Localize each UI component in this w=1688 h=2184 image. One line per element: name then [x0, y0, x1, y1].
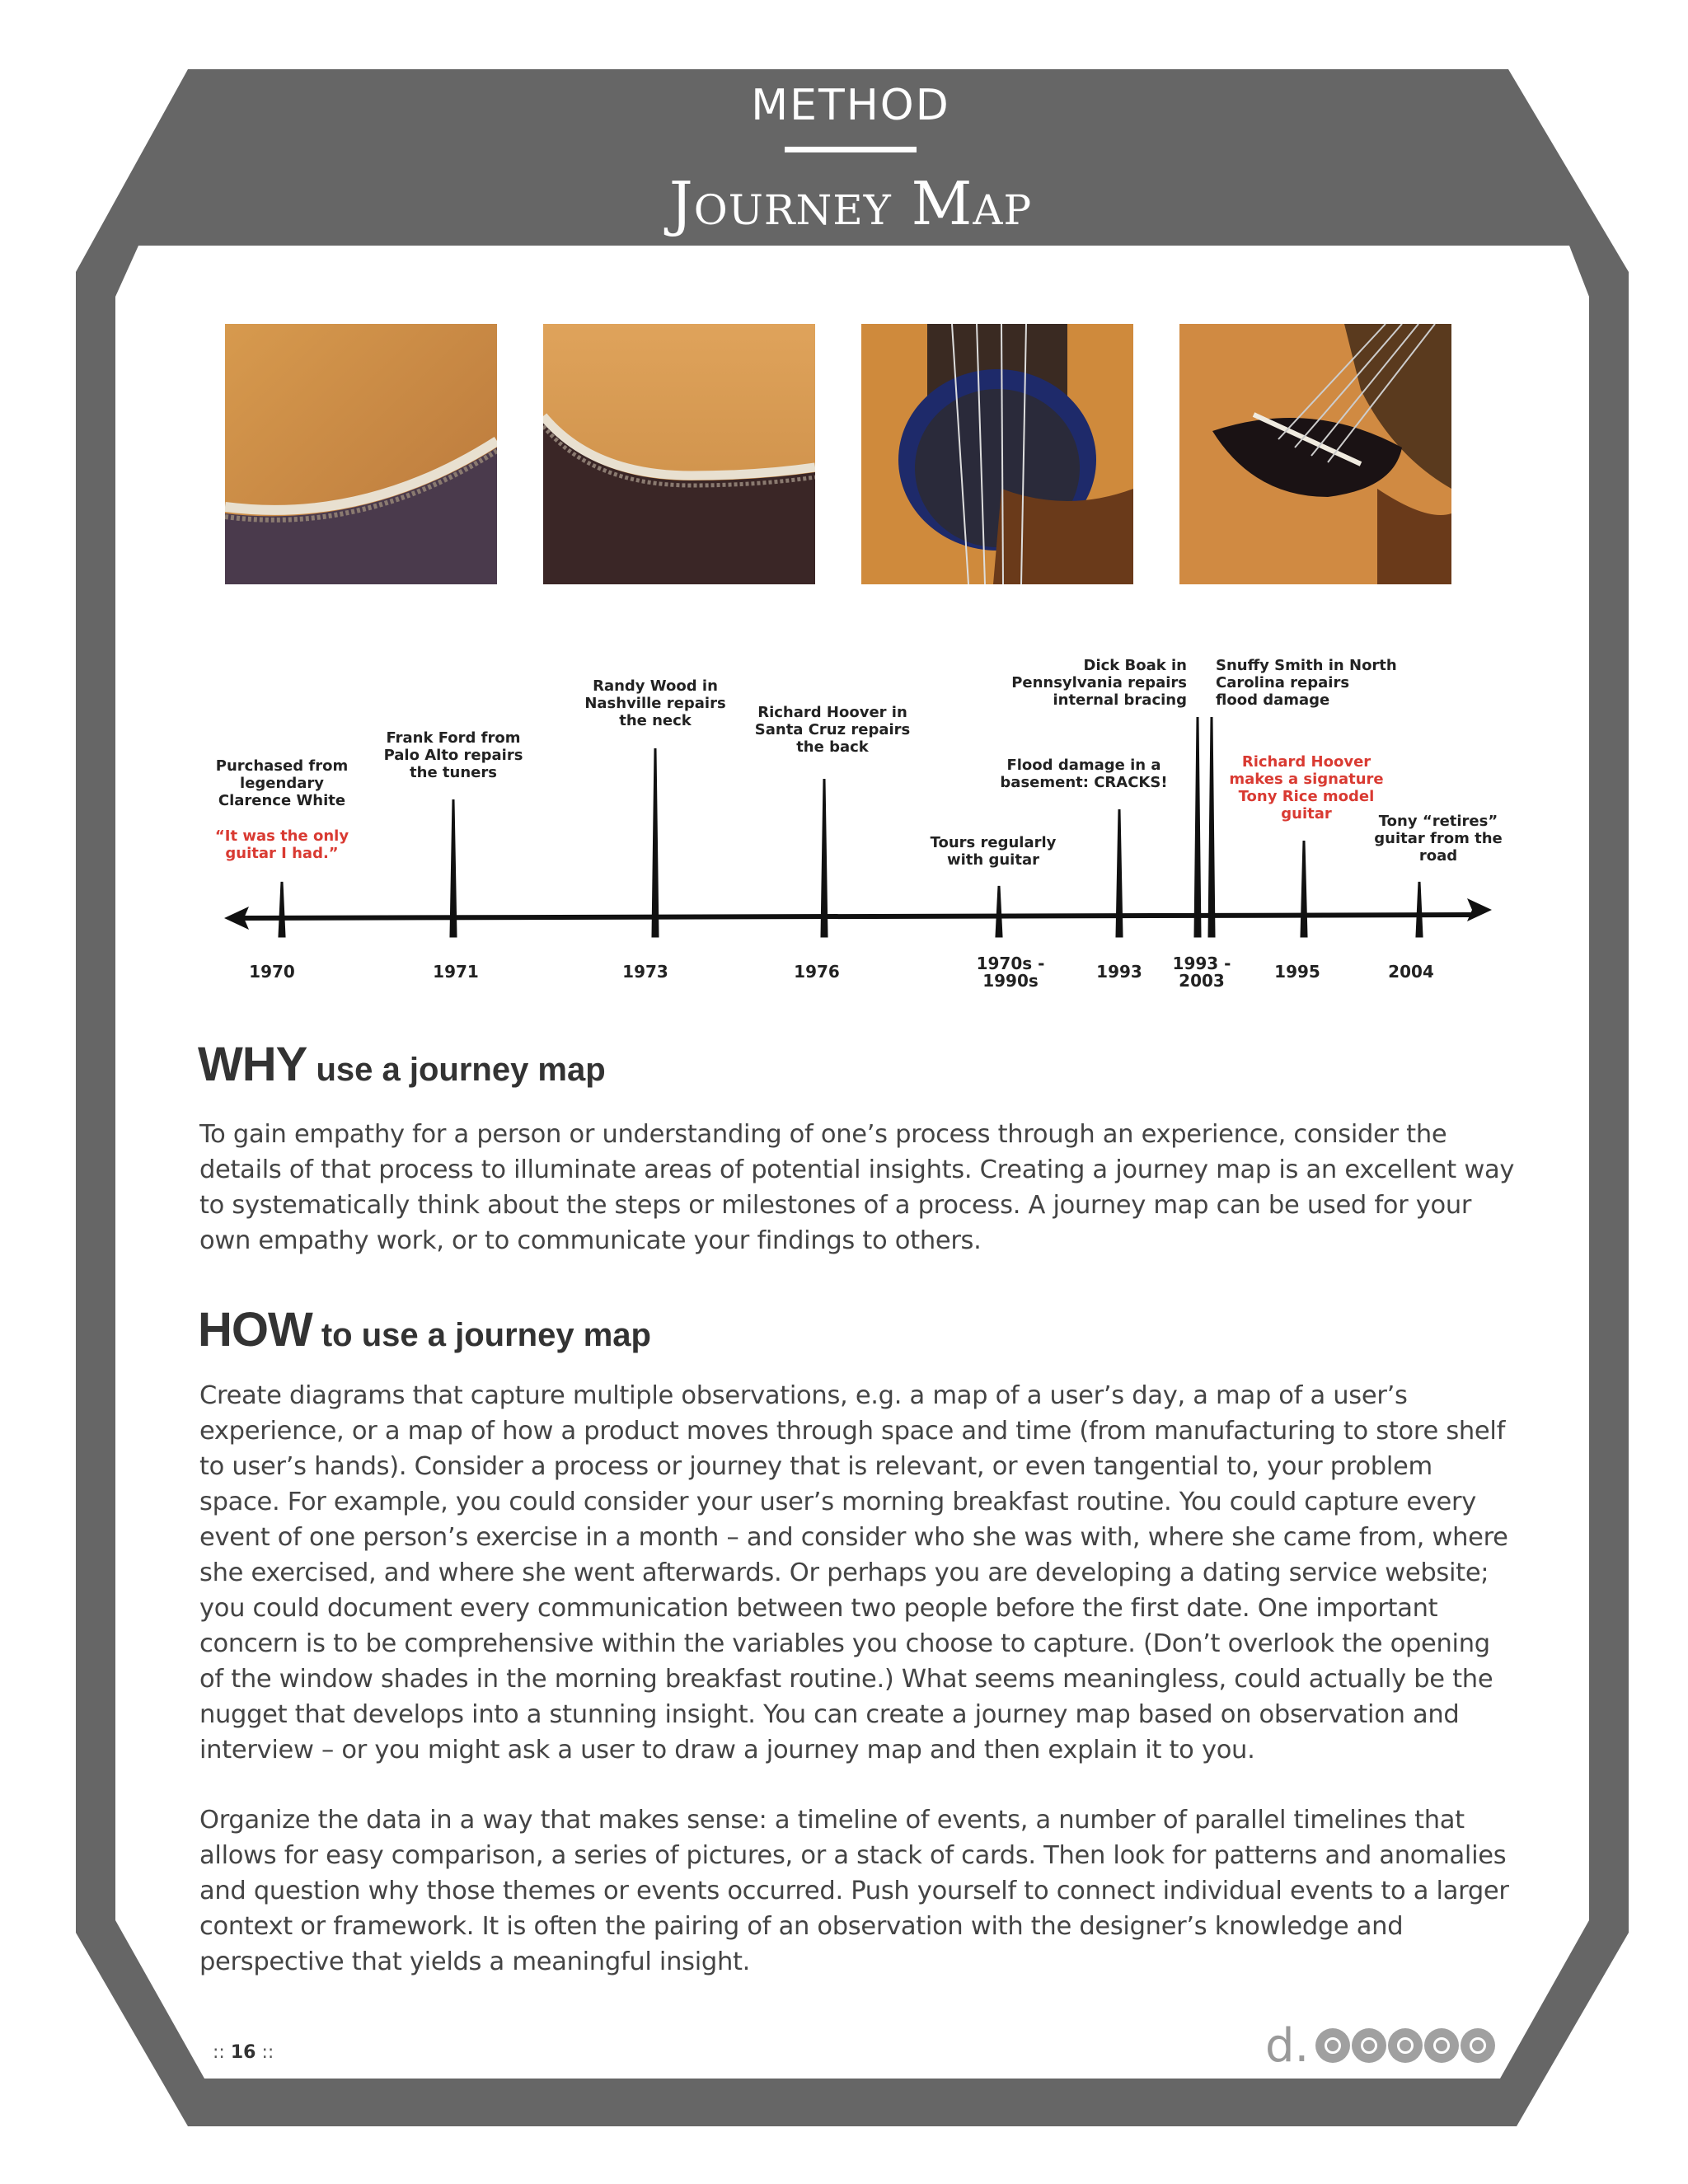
timeline-event-label: Purchased from	[215, 757, 349, 775]
how-heading-keyword: HOW	[198, 1303, 312, 1357]
timeline-event-label: Palo Alto repairs	[383, 747, 523, 764]
timeline-event-label-highlight: Richard Hoover	[1241, 753, 1372, 771]
timeline-event-label: the back	[796, 738, 869, 756]
why-body: To gain empathy for a person or understanding of one’s process through an experience, consider the details of that process to illuminate areas of potential insights. Creating a journey map is an excellent way to systematically think about the steps or milestones of a process. A journey map can be used for your own empathy work, or to communicate your findings to others.	[199, 1120, 1515, 1255]
timeline-year-label: 1990s	[982, 971, 1039, 991]
logo-text: d.	[1265, 2018, 1310, 2073]
timeline-event-label: Tony “retires”	[1378, 813, 1498, 830]
timeline-event-label: Santa Cruz repairs	[754, 721, 911, 738]
why-heading-rest: use a journey map	[307, 1052, 606, 1088]
timeline-event-label: with guitar	[947, 851, 1039, 869]
timeline-event-quote: guitar I had.”	[225, 845, 339, 862]
timeline-event-label: basement: CRACKS!	[1000, 774, 1168, 791]
timeline-event-label: Clarence White	[218, 792, 346, 809]
dschool-logo	[1265, 2018, 1495, 2073]
timeline-tick	[451, 799, 456, 936]
page-title: Journey Map	[668, 169, 1033, 238]
timeline-tick	[1209, 717, 1214, 936]
page-number-suffix: ::	[256, 2042, 274, 2063]
timeline-event-label: Frank Ford from	[386, 729, 521, 747]
timeline-tick	[1301, 841, 1306, 936]
photo-guitar-bridge	[1179, 324, 1451, 584]
page-number-value: 16	[230, 2042, 256, 2063]
page-number-prefix: ::	[213, 2042, 231, 2063]
timeline-year-label: 1993	[1096, 962, 1142, 982]
timeline-event-label: Pennsylvania repairs	[1011, 674, 1187, 691]
section-label: METHOD	[751, 81, 950, 130]
timeline-event-label: road	[1418, 847, 1458, 865]
page-header	[0, 81, 1688, 238]
timeline-tick	[996, 886, 1001, 936]
timeline-year-label: 1976	[794, 962, 840, 982]
timeline-tick	[1195, 717, 1200, 936]
photo-guitar-body-edge	[543, 324, 815, 584]
timeline-tick	[1417, 882, 1422, 936]
timeline-event-quote: “It was the only	[214, 827, 349, 845]
timeline-event-label: Carolina repairs	[1216, 674, 1350, 691]
timeline-event-label: Dick Boak in	[1083, 657, 1187, 674]
timeline-event-label: Snuffy Smith in North	[1216, 657, 1397, 674]
why-heading	[198, 1037, 606, 1092]
how-heading-rest: to use a journey map	[312, 1317, 651, 1353]
timeline-event-label: legendary	[240, 775, 324, 792]
how-body-1: Create diagrams that capture multiple observations, e.g. a map of a user’s day, a map of a user’s experience, or a map of how a product moves through space and time (from manufacturing to store shelf to user’s hands). Consider a process or journey that is relevant, or even tangential to, your problem space. For example, you could consider your user’s morning breakfast routine. You could capture every event of one person’s exercise in a month – and consider who she was with, where she came from, where she exercised, and where she went afterwards. Or perhaps you are developing a dating service website; you could document every communication between two people before the first date. One important concern is to be comprehensive within the variables you choose to capture. (Don’t overlook the opening of the window shades in the morning breakfast routine.) What seems meaningless, could actually be the nugget that develops into a stunning insight. You can create a journey map based on observation and interview – or you might ask a user to draw a journey map and then explain it to you.	[199, 1381, 1508, 1765]
timeline-arrow-right	[1467, 898, 1492, 921]
gear-icon	[1352, 2028, 1386, 2063]
timeline-year-label: 1971	[433, 962, 479, 982]
header-divider	[785, 147, 917, 152]
timeline-event-label: Richard Hoover in	[757, 704, 907, 721]
photo-guitar-soundhole	[861, 324, 1133, 584]
timeline-event-label-highlight: Tony Rice model	[1238, 788, 1375, 805]
timeline-year-label: 1970	[249, 962, 295, 982]
flower-icon	[1315, 2028, 1350, 2063]
timeline-year-label: 1995	[1274, 962, 1320, 982]
how-body-2: Organize the data in a way that makes sense: a timeline of events, a number of parallel timelines that allows for easy comparison, a series of pictures, or a stack of cards. Then look for patterns and anomalies and question why those themes or events occurred. Push yourself to connect individual events to a larger context or framework. It is often the pairing of an observation with the designer’s knowledge and perspective that yields a meaningful insight.	[199, 1806, 1509, 1976]
timeline-tick	[653, 748, 658, 936]
timeline-axis	[239, 915, 1475, 918]
timeline-event-label: the neck	[619, 712, 692, 729]
journey-timeline	[214, 635, 1517, 1014]
timeline-event-label: Nashville repairs	[584, 695, 726, 712]
timeline-event-label: Flood damage in a	[1006, 757, 1161, 774]
target-icon	[1388, 2028, 1423, 2063]
timeline-event-label: flood damage	[1216, 691, 1330, 709]
timeline-event-label: guitar from the	[1374, 830, 1503, 847]
timeline-tick	[1117, 809, 1122, 936]
timeline-year-label: 1970s -	[976, 954, 1045, 973]
timeline-event-label: Tours regularly	[930, 834, 1057, 851]
why-heading-keyword: WHY	[198, 1038, 307, 1091]
timeline-year-label: 2004	[1388, 962, 1434, 982]
timeline-event-label-highlight: guitar	[1281, 805, 1332, 823]
timeline-year-label: 1993 -	[1172, 954, 1231, 973]
how-heading	[198, 1302, 651, 1357]
timeline-event-label-highlight: makes a signature	[1229, 771, 1384, 788]
triangle-knot-icon	[1424, 2028, 1459, 2063]
page-number	[213, 2042, 274, 2063]
timeline-event-label: internal bracing	[1053, 691, 1187, 709]
timeline-event-label: the tuners	[410, 764, 497, 781]
photo-guitar-top-edge	[225, 324, 497, 584]
timeline-year-label: 1973	[622, 962, 668, 982]
timeline-year-label: 2003	[1179, 971, 1225, 991]
timeline-tick	[279, 882, 284, 936]
timeline-tick	[822, 779, 827, 936]
sparkle-icon	[1461, 2028, 1495, 2063]
timeline-event-label: Randy Wood in	[593, 677, 718, 695]
